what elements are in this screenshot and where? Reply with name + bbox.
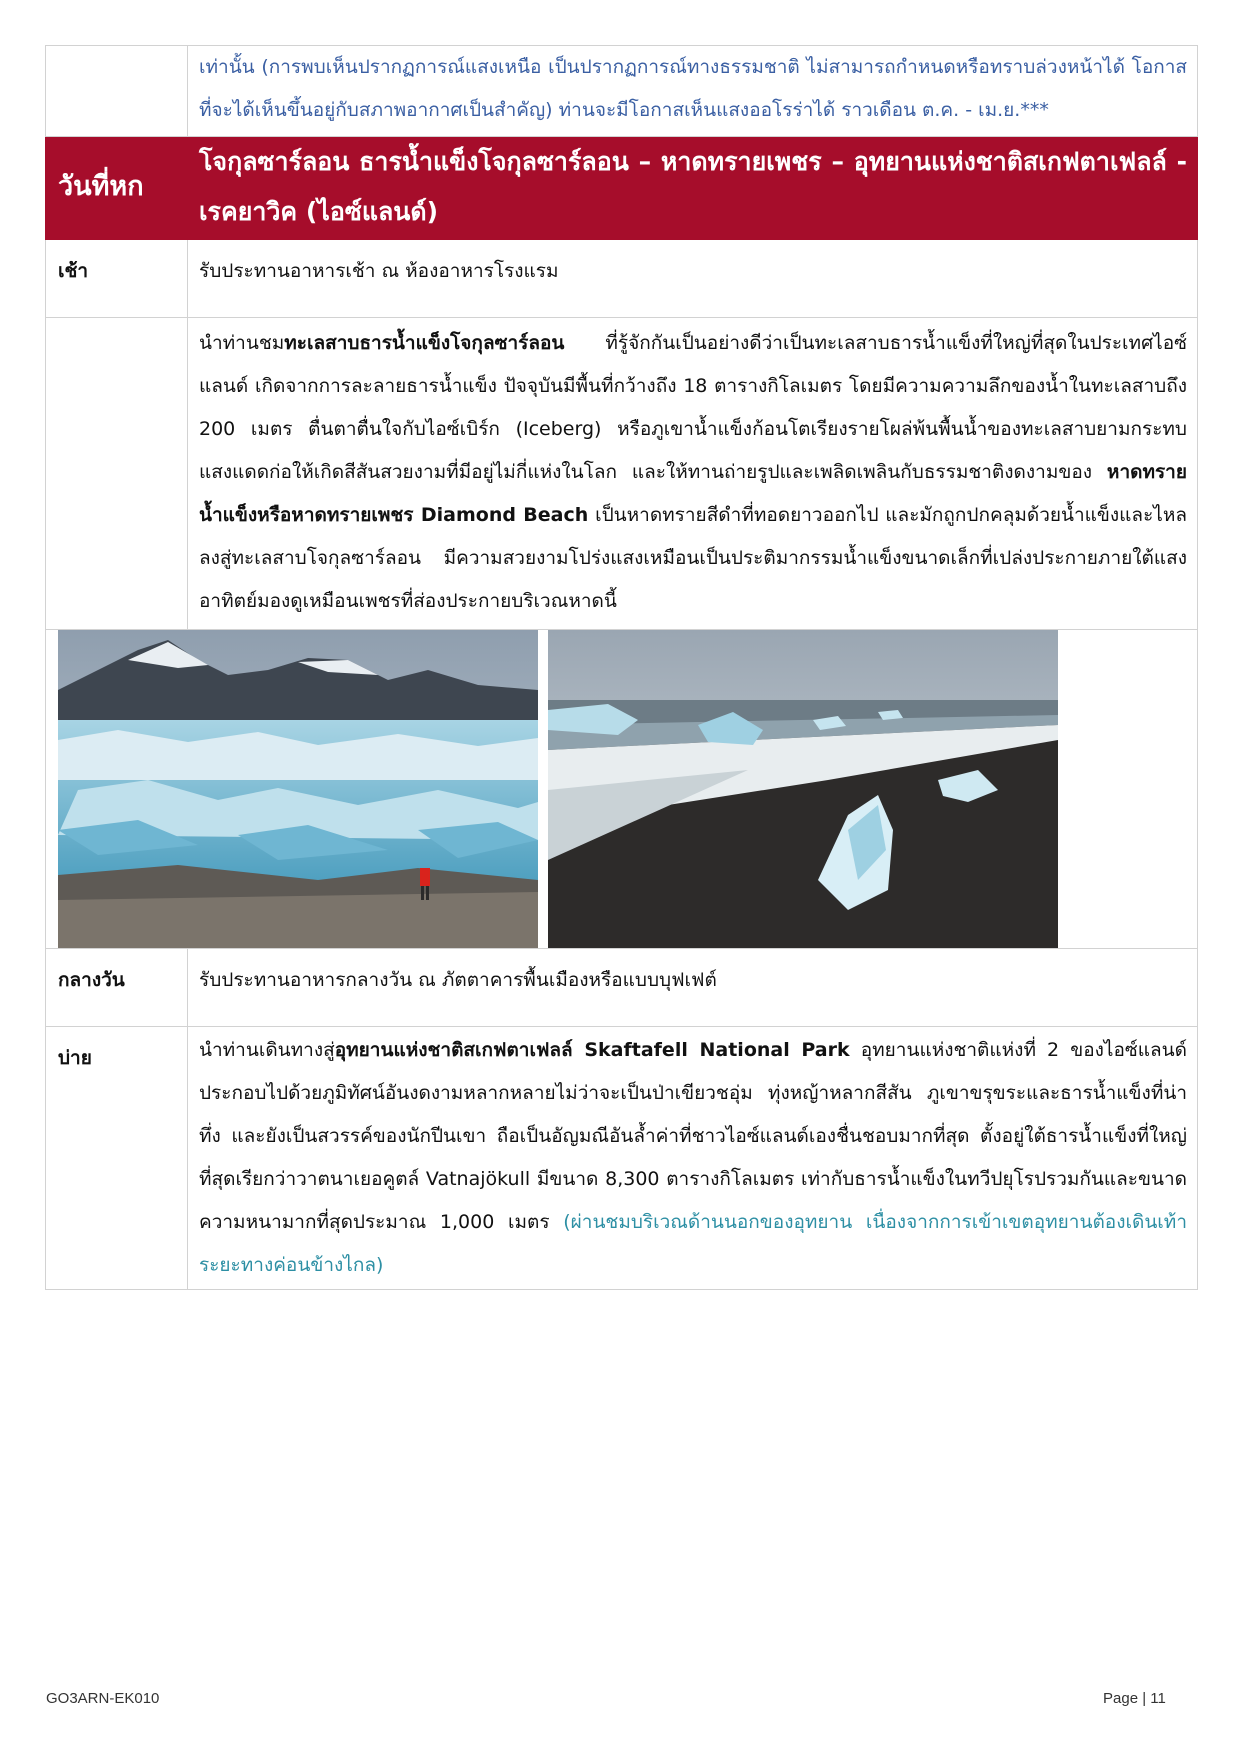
afternoon-text-1: นำท่านเดินทางสู่ [199, 1039, 335, 1061]
lagoon-text-1: นำท่านชม [199, 332, 285, 354]
lagoon-highlight: ทะเลสาบธารน้ำแข็งโจกุลซาร์ลอน [284, 332, 565, 354]
day-title: โจกุลซาร์ลอน ธารน้ำแข็งโจกุลซาร์ลอน – หาดทรายเพชร – อุทยานแห่งชาติสเกฟตาเฟลล์ - เรคยาวิค (ไอซ์แลนด์) [188, 137, 1198, 240]
lagoon-description [188, 318, 1198, 630]
lunch-text: รับประทานอาหารกลางวัน ณ ภัตตาคารพื้นเมืองหรือแบบบุฟเฟต์ [188, 949, 1198, 1027]
itinerary-table [45, 45, 1198, 1290]
afternoon-text-2: อุทยานแห่งชาติแห่งที่ 2 ของไอซ์แลนด์ ประกอบไปด้วยภูมิทัศน์อันงดงามหลากหลายไม่ว่าจะเป็นป่าเขียวชอุ่ม ทุ่งหญ้าหลากสีสัน ภูเขาขรุขระและธารน้ำแข็งที่น่าทึ่ง และยังเป็นสวรรค์ของนักปีนเขา ถือเป็นอัญมณีอันล้ำค่าที่ชาวไอซ์แลนด์เองชื่นชอบมากที่สุด ตั้งอยู่ใต้ธารน้ำแข็งที่ใหญ่ที่สุดเรียกว่าวาตนาเยอคูตล์ Vatnajökull มีขนาด 8,300 ตารางกิโลเมตร เท่ากับธารน้ำแข็งในทวีปยุโรปรวมกันและขนาดความหนามากที่สุดประมาณ 1,000 เมตร [199, 1039, 1187, 1233]
photo-cell [46, 630, 1198, 949]
lagoon-label-cell [46, 318, 188, 630]
lunch-row [46, 949, 1198, 1027]
morning-label: เช้า [46, 240, 188, 318]
page-number: Page | 11 [1103, 1690, 1166, 1707]
afternoon-description [188, 1027, 1198, 1290]
morning-row [46, 240, 1198, 318]
day-label: วันที่หก [46, 137, 188, 240]
park-visit-note: (ผ่านชมบริเวณด้านนอกของอุทยาน เนื่องจากการเข้าเขตอุทยานต้องเดินเท้าระยะทางค่อนข้างไกล) [199, 1211, 1187, 1276]
lagoon-text-2: ที่รู้จักกันเป็นอย่างดีว่าเป็นทะเลสาบธารน้ำแข็งที่ใหญ่ที่สุดในประเทศไอซ์แลนด์ เกิดจากการละลายธารน้ำแข็ง ปัจจุบันมีพื้นที่กว้างถึง 18 ตารางกิโลเมตร โดยมีความความลึกของน้ำในทะเลสาบถึง 200 เมตร ตื่นตาตื่นใจกับไอซ์เบิร์ก (Iceberg) หรือภูเขาน้ำแข็งก้อนโตเรียงรายโผล่พ้นพื้นน้ำของทะเลสาบยามกระทบแสงแดดก่อให้เกิดสีสันสวยงามที่มีอยู่ไม่กี่แห่งในโลก และให้ทานถ่ายรูปและเพลิดเพลินกับธรรมชาติงดงามของ [199, 332, 1187, 483]
day-header-row [46, 137, 1198, 240]
document-code: GO3ARN-EK010 [46, 1690, 160, 1707]
aurora-note: เท่านั้น (การพบเห็นปรากฏการณ์แสงเหนือ เป็นปรากฏการณ์ทางธรรมชาติ ไม่สามารถกำหนดหรือทราบล่วงหน้าได้ โอกาสที่จะได้เห็นขึ้นอยู่กับสภาพอากาศเป็นสำคัญ) ท่านจะมีโอกาสเห็นแสงออโรร่าได้ ราวเดือน ต.ค. - เม.ย.*** [188, 46, 1198, 137]
lagoon-text-3: เป็นหาดทรายสีดำที่ทอดยาวออกไป และมักถูกปกคลุมด้วยน้ำแข็งและไหลลงสู่ทะเลสาบโจกุลซาร์ลอน มีความสวยงามโปร่งแสงเหมือนเป็นประติมากรรมน้ำแข็งขนาดเล็กที่เปล่งประกายภายใต้แสงอาทิตย์มองดูเหมือนเพชรที่ส่องประกายบริเวณหาดนี้ [199, 504, 1187, 612]
glacier-lagoon-photo [58, 630, 538, 948]
lagoon-row [46, 318, 1198, 630]
diamond-beach-highlight: หาดทรายน้ำแข็งหรือหาดทรายเพชร Diamond Beach [199, 461, 1187, 526]
diamond-beach-photo [548, 630, 1058, 948]
afternoon-row [46, 1027, 1198, 1290]
lunch-label: กลางวัน [46, 949, 188, 1027]
morning-text: รับประทานอาหารเช้า ณ ห้องอาหารโรงแรม [188, 240, 1198, 318]
intro-label-cell [46, 46, 188, 137]
intro-row [46, 46, 1198, 137]
afternoon-label: บ่าย [46, 1027, 188, 1290]
photo-row [46, 630, 1198, 949]
skaftafell-highlight: อุทยานแห่งชาติสเกฟตาเฟลล์ Skaftafell National Park [334, 1039, 850, 1061]
